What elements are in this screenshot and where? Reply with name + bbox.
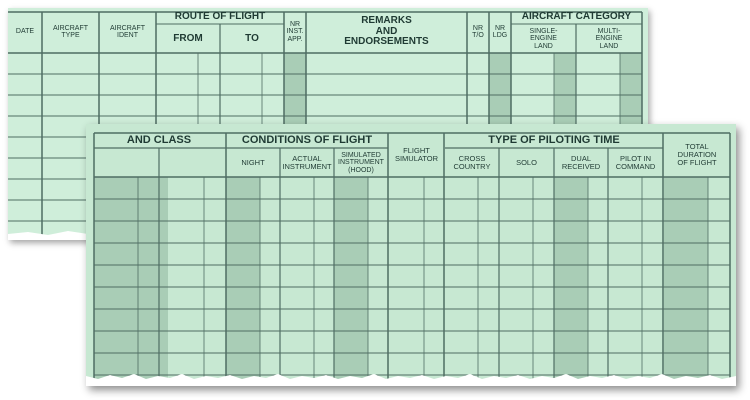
header-aircraft-type: AIRCRAFT TYPE: [53, 24, 88, 39]
header-from: FROM: [173, 32, 203, 44]
header-aircraft-category: AIRCRAFT CATEGORY: [521, 10, 632, 22]
header-dual-received: DUAL RECEIVED: [561, 154, 601, 171]
header-flight-simulator: FLIGHT SIMULATOR: [394, 146, 439, 163]
header-single-engine-land: SINGLE- ENGINE LAND: [529, 27, 558, 50]
shaded-column: [664, 177, 708, 386]
header-nr-to: NR T/O: [472, 24, 484, 39]
header-route-of-flight: ROUTE OF FLIGHT: [174, 10, 266, 22]
header-total-duration: TOTAL DURATION OF FLIGHT: [677, 142, 717, 167]
header-night: NIGHT: [241, 158, 265, 168]
header-pilot-in-command: PILOT IN COMMAND: [615, 154, 656, 171]
header-nr-inst-app: NR INST. APP.: [286, 20, 304, 43]
shaded-column: [554, 177, 588, 386]
header-and-class: AND CLASS: [126, 133, 192, 146]
shaded-column: [226, 177, 260, 386]
header-date: DATE: [15, 28, 35, 36]
header-solo: SOLO: [516, 158, 537, 168]
shaded-column: [334, 177, 368, 386]
logbook-right-page: [86, 124, 736, 386]
header-to: TO: [245, 32, 259, 44]
header-cross-country: CROSS COUNTRY: [453, 154, 491, 171]
header-conditions-of-flight: CONDITIONS OF FLIGHT: [241, 133, 373, 146]
header-aircraft-ident: AIRCRAFT IDENT: [110, 24, 145, 39]
header-remarks: REMARKS AND ENDORSEMENTS: [344, 15, 429, 48]
header-simulated-instrument: SIMULATED INSTRUMENT (HOOD): [338, 151, 384, 174]
header-type-of-piloting-time: TYPE OF PILOTING TIME: [488, 133, 620, 146]
header-multi-engine-land: MULTI- ENGINE LAND: [595, 27, 623, 50]
shaded-column: [138, 177, 168, 386]
torn-edge-right-page: [86, 370, 736, 386]
header-actual-instrument: ACTUAL INSTRUMENT: [282, 154, 332, 171]
shaded-column: [94, 177, 138, 386]
header-nr-ldg: NR LDG: [492, 24, 508, 39]
